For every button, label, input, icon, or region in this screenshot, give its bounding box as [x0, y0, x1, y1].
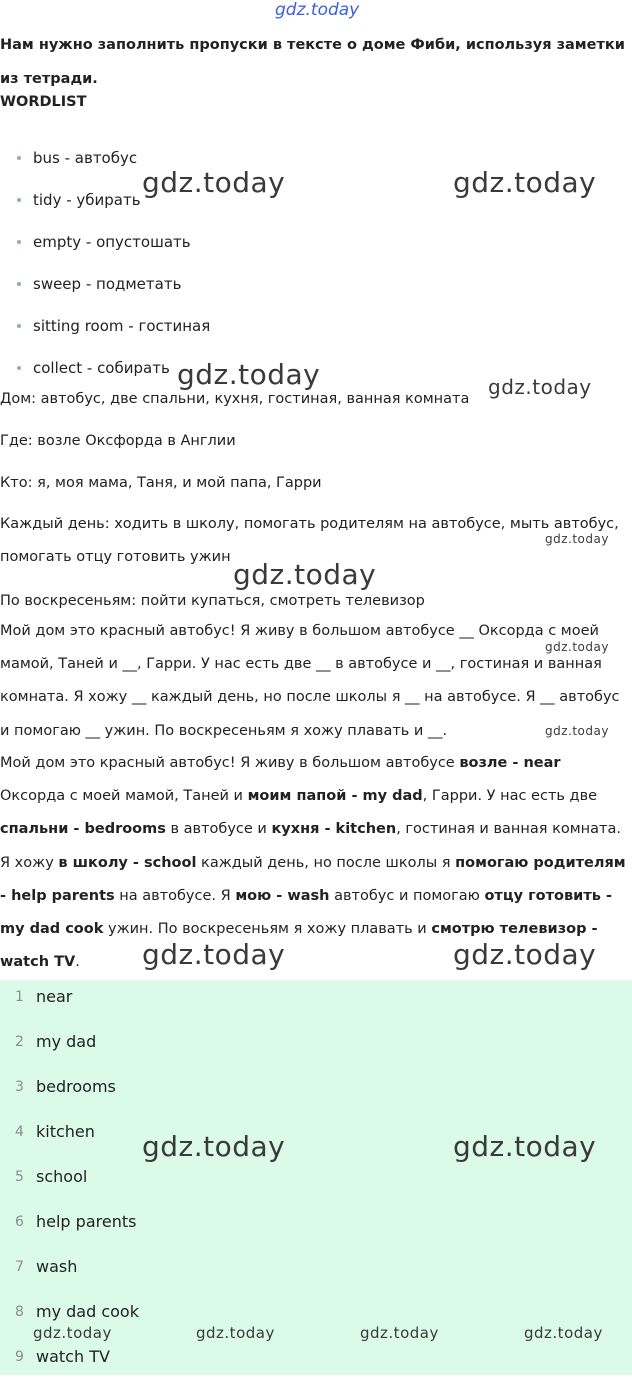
text-fragment: , Гарри. У нас есть две: [422, 788, 598, 805]
text-fragment: .: [75, 954, 80, 971]
watermark-text: gdz.today: [233, 558, 377, 591]
text-fragment: ужин. По воскресеньям я хожу плавать и: [103, 921, 432, 938]
text-fragment: Мой дом это красный автобус! Я живу в большом автобусе: [0, 755, 460, 771]
watermark-text: gdz.today: [524, 1324, 603, 1342]
answer-highlight: отцу готовить - my dad cook: [0, 887, 612, 938]
list-item-text: tidy - убирать: [33, 191, 141, 209]
list-item: [0, 224, 210, 266]
text-fragment: автобус и помогаю: [329, 887, 485, 904]
answer-highlight: спальни - bedrooms: [0, 821, 166, 838]
answer-number: 8: [15, 1304, 24, 1320]
watermark-text: gdz.today: [453, 166, 597, 199]
answer-highlight: кухня - kitchen: [271, 821, 397, 838]
answer-text: kitchen: [36, 1122, 95, 1141]
answer-text: near: [36, 987, 73, 1006]
watermark-text: gdz.today: [33, 1324, 112, 1342]
answer-number: 5: [15, 1169, 24, 1185]
list-item-text: collect - собирать: [33, 359, 170, 377]
answer-text: school: [36, 1167, 88, 1186]
note-where: Где: возле Оксфорда в Англии: [0, 433, 236, 449]
watermark-text: gdz.today: [453, 938, 597, 971]
bullet-icon: [17, 282, 21, 286]
answer-number: 9: [15, 1349, 24, 1365]
top-watermark: gdz.today: [275, 0, 360, 20]
note-sundays: По воскресеньям: пойти купаться, смотреть телевизор: [0, 593, 425, 609]
watermark-text: gdz.today: [488, 375, 592, 399]
text-fragment: , гостиная и ванная комната. Я хожу: [0, 821, 621, 871]
answer-highlight: мою - wash: [235, 887, 330, 904]
list-item-text: bus - автобус: [33, 149, 138, 167]
answer-number: 1: [15, 989, 24, 1005]
answer-row: [0, 1250, 632, 1295]
gap-text: Мой дом это красный автобус! Я живу в большом автобусе __ Оксорда с моей мамой, Таней и __, Гарри. У нас есть две __ в автобусе и __, гостиная и ванная комната. Я хожу __ каждый день, но после школы я __ на автобусе. Я __ автобус и помогаю __ ужин. По воскресеньям я хожу плавать и __.: [0, 623, 620, 739]
answer-text: watch TV: [36, 1347, 110, 1366]
answer-text: help parents: [36, 1212, 137, 1231]
list-item-text: sweep - подметать: [33, 275, 182, 293]
list-item: [0, 308, 210, 350]
watermark-text: gdz.today: [196, 1324, 275, 1342]
watermark-text: gdz.today: [545, 724, 609, 738]
note-every-day: Каждый день: ходить в школу, помогать родителям на автобусе, мыть автобус, помогать отцу готовить ужин: [0, 516, 619, 565]
bullet-icon: [17, 366, 21, 370]
answers-panel: [0, 980, 632, 1375]
answer-row: [0, 1340, 632, 1385]
text-fragment: в автобусе и: [165, 821, 272, 838]
wordlist-heading: WORDLIST: [0, 94, 87, 110]
note-home: Дом: автобус, две спальни, кухня, гостиная, ванная комната: [0, 391, 470, 407]
list-item-text: sitting room - гостиная: [33, 317, 211, 335]
answer-text: my dad cook: [36, 1302, 139, 1321]
watermark-text: gdz.today: [177, 358, 321, 391]
answer-highlight: помогаю родителям - help parents: [0, 854, 626, 904]
watermark-text: gdz.today: [142, 938, 286, 971]
bullet-icon: [17, 156, 21, 160]
answer-row: [0, 1070, 632, 1115]
answer-number: 7: [15, 1259, 24, 1275]
answer-number: 2: [15, 1034, 24, 1050]
text-fragment: Оксорда с моей мамой, Таней и: [0, 788, 248, 805]
answer-row: [0, 1205, 632, 1250]
answer-row: [0, 1025, 632, 1070]
watermark-text: gdz.today: [545, 532, 609, 546]
watermark-text: gdz.today: [360, 1324, 439, 1342]
answer-text: bedrooms: [36, 1077, 116, 1096]
answer-number: 6: [15, 1214, 24, 1230]
answer-highlight: смотрю телевизор - watch TV: [0, 921, 598, 971]
watermark-text: gdz.today: [142, 1130, 286, 1163]
answer-text: my dad: [36, 1032, 97, 1051]
answer-highlight: моим папой - my dad: [247, 788, 423, 805]
answer-text: wash: [36, 1257, 78, 1276]
list-item: [0, 266, 210, 308]
bullet-icon: [17, 198, 21, 202]
answer-row: [0, 980, 632, 1025]
answer-highlight: возле - near: [459, 755, 561, 771]
bullet-icon: [17, 324, 21, 328]
answer-row: [0, 1160, 632, 1205]
list-item-text: empty - опустошать: [33, 233, 191, 251]
answer-number: 3: [15, 1079, 24, 1095]
text-fragment: каждый день, но после школы я: [196, 854, 456, 871]
watermark-text: gdz.today: [142, 166, 286, 199]
watermark-text: gdz.today: [453, 1130, 597, 1163]
answer-highlight: в школу - school: [58, 854, 197, 871]
note-who: Кто: я, моя мама, Таня, и мой папа, Гарри: [0, 475, 322, 491]
answer-number: 4: [15, 1124, 24, 1140]
text-fragment: на автобусе. Я: [114, 887, 236, 904]
task-intro: Нам нужно заполнить пропуски в тексте о доме Фиби, используя заметки из тетради.: [0, 37, 625, 87]
watermark-text: gdz.today: [545, 640, 609, 654]
bullet-icon: [17, 240, 21, 244]
